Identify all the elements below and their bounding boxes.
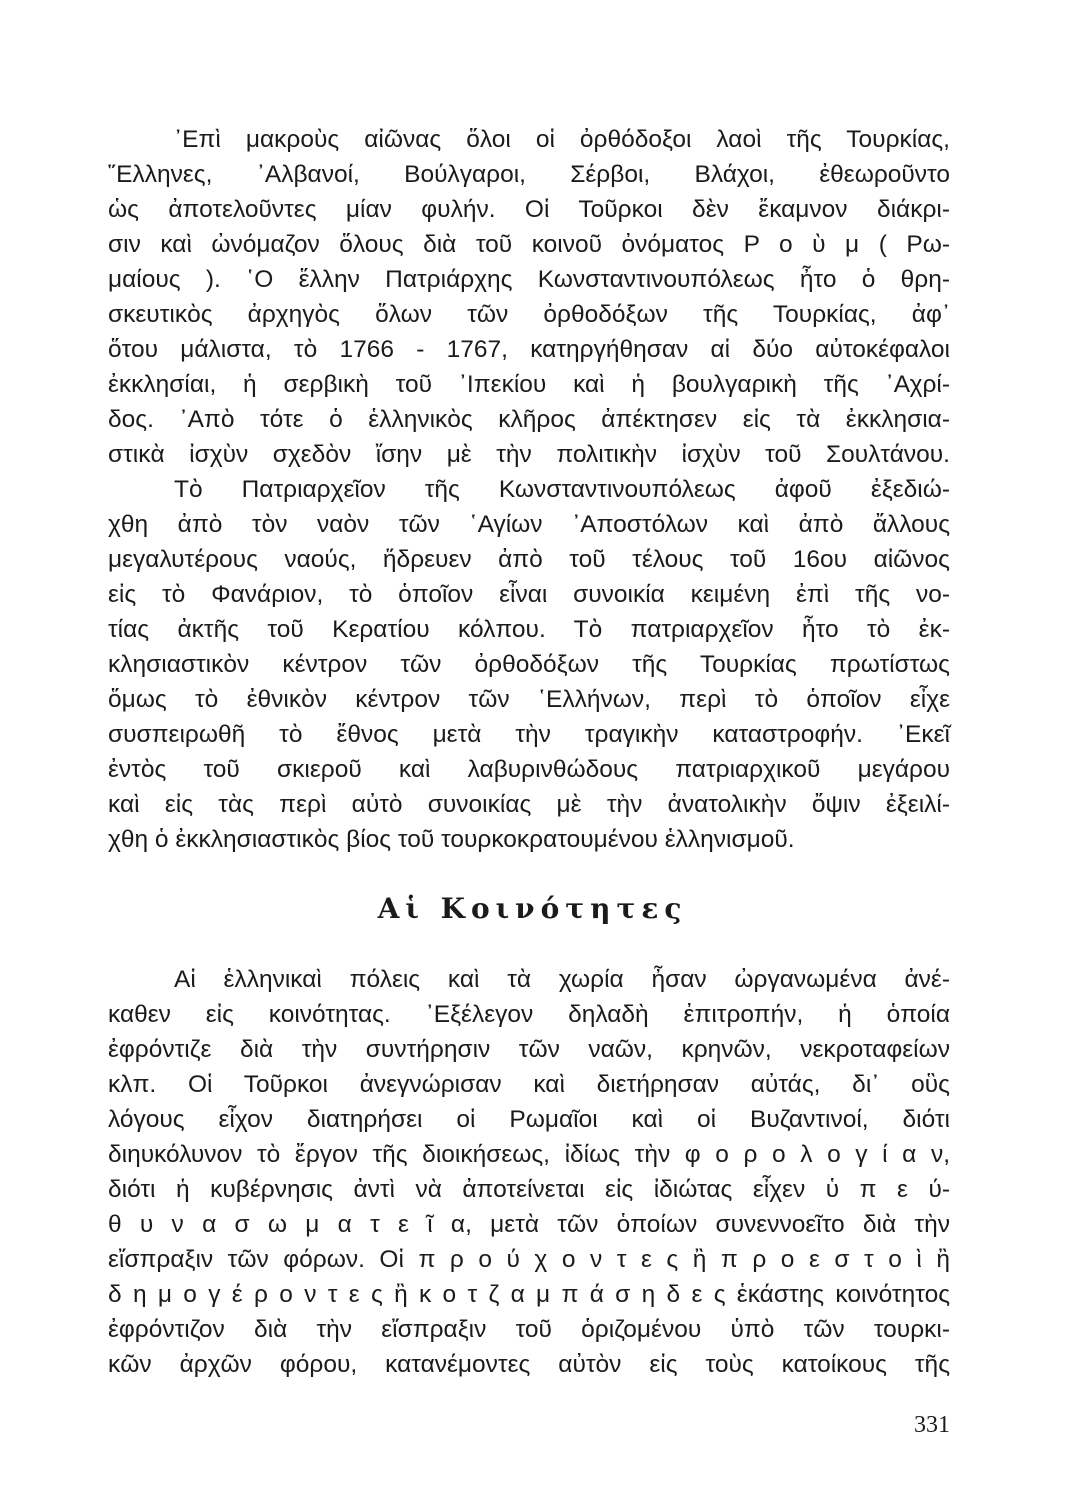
text-line: κλησιαστικὸν κέντρον τῶν ὀρθοδόξων τῆς Τουρκίας πρωτίστως	[108, 651, 950, 678]
text-line: κλπ. Οἱ Τοῦρκοι ἀνεγνώρισαν καὶ διετήρησαν αὐτάς, δι᾿ οὓς	[108, 1071, 950, 1098]
text-line: λόγους εἶχον διατηρήσει οἱ Ρωμαῖοι καὶ οἱ Βυζαντινοί, διότι	[108, 1106, 950, 1133]
text-line: ᾿Επὶ μακροὺς αἰῶνας ὅλοι οἱ ὀρθόδοξοι λαοὶ τῆς Τουρκίας,	[174, 126, 950, 153]
text-line: διότι ἡ κυβέρνησις ἀντὶ νὰ ἀποτείνεται εἰς ἰδιώτας εἶχεν ὑ π ε ύ-	[108, 1176, 950, 1203]
text-line: μαίους ). ῾Ο ἕλλην Πατριάρχης Κωνσταντινουπόλεως ἦτο ὁ θρη-	[108, 266, 950, 293]
text-line: χθη ἀπὸ τὸν ναὸν τῶν ῾Αγίων ᾿Αποστόλων καὶ ἀπὸ ἄλλους	[108, 511, 950, 538]
text-line: καὶ εἰς τὰς περὶ αὐτὸ συνοικίας μὲ τὴν ἀνατολικὴν ὄψιν ἐξειλί-	[108, 791, 950, 818]
section-heading: Αἱ Κοινότητες	[377, 892, 688, 925]
text-line: σκευτικὸς ἀρχηγὸς ὅλων τῶν ὀρθοδόξων τῆς Τουρκίας, ἀφ᾿	[108, 301, 950, 328]
text-line: κῶν ἀρχῶν φόρου, κατανέμοντες αὐτὸν εἰς τοὺς κατοίκους τῆς	[108, 1351, 950, 1378]
text-line: ἐφρόντιζε διὰ τὴν συντήρησιν τῶν ναῶν, κρηνῶν, νεκροταφείων	[108, 1036, 950, 1063]
text-line: εἰς τὸ Φανάριον, τὸ ὁποῖον εἶναι συνοικία κειμένη ἐπὶ τῆς νο-	[108, 581, 950, 608]
text-line: δος. ᾿Απὸ τότε ὁ ἑλληνικὸς κλῆρος ἀπέκτησεν εἰς τὰ ἐκκλησια-	[108, 406, 950, 433]
text-line: ὅμως τὸ ἐθνικὸν κέντρον τῶν ῾Ελλήνων, περὶ τὸ ὁποῖον εἶχε	[108, 686, 950, 713]
text-line: μεγαλυτέρους ναούς, ἥδρευεν ἀπὸ τοῦ τέλους τοῦ 16ου αἰῶνος	[108, 546, 950, 573]
text-line: ἐφρόντιζον διὰ τὴν εἴσπραξιν τοῦ ὁριζομένου ὑπὸ τῶν τουρκι-	[108, 1316, 950, 1343]
page-number: 331	[914, 1412, 950, 1438]
text-line: ῞Ελληνες, ᾿Αλβανοί, Βούλγαροι, Σέρβοι, Βλάχοι, ἐθεωροῦντο	[108, 161, 950, 188]
text-line: ἐκκλησίαι, ἡ σερβικὴ τοῦ ᾿Ιπεκίου καὶ ἡ βουλγαρικὴ τῆς ᾿Αχρί-	[108, 371, 950, 398]
text-line: χθη ὁ ἐκκλησιαστικὸς βίος τοῦ τουρκοκρατουμένου ἑλληνισμοῦ.	[108, 826, 795, 853]
text-line: συσπειρωθῆ τὸ ἔθνος μετὰ τὴν τραγικὴν καταστροφήν. ᾿Εκεῖ	[108, 721, 950, 748]
text-line: ὅτου μάλιστα, τὸ 1766 - 1767, κατηργήθησαν αἱ δύο αὐτοκέφαλοι	[108, 336, 950, 363]
text-line: στικὰ ἰσχὺν σχεδὸν ἴσην μὲ τὴν πολιτικὴν ἰσχὺν τοῦ Σουλτάνου.	[108, 441, 950, 468]
text-line: ὡς ἀποτελοῦντες μίαν φυλήν. Οἱ Τοῦρκοι δὲν ἔκαμνον διάκρι-	[108, 196, 950, 223]
text-line: δ η μ ο γ έ ρ ο ν τ ε ς ἢ κ ο τ ζ α μ π ά σ η δ ε ς ἑκάστης κοινότητος	[108, 1281, 950, 1308]
text-line: θ υ ν α σ ω μ α τ ε ῖ α, μετὰ τῶν ὁποίων συνεννοεῖτο διὰ τὴν	[108, 1211, 950, 1238]
text-line: σιν καὶ ὠνόμαζον ὅλους διὰ τοῦ κοινοῦ ὀνόματος Ρ ο ὺ μ ( Ρω-	[108, 231, 950, 258]
text-line: ἐντὸς τοῦ σκιεροῦ καὶ λαβυρινθώδους πατριαρχικοῦ μεγάρου	[108, 756, 950, 783]
text-line: τίας ἀκτῆς τοῦ Κερατίου κόλπου. Τὸ πατριαρχεῖον ἦτο τὸ ἐκ-	[108, 616, 950, 643]
text-line: καθεν εἰς κοινότητας. ᾿Εξέλεγον δηλαδὴ ἐπιτροπήν, ἡ ὁποία	[108, 1001, 950, 1028]
text-line: Αἱ ἑλληνικαὶ πόλεις καὶ τὰ χωρία ἦσαν ὠργανωμένα ἀνέ-	[174, 966, 950, 993]
text-line: Τὸ Πατριαρχεῖον τῆς Κωνσταντινουπόλεως ἀφοῦ ἐξεδιώ-	[174, 476, 950, 503]
text-line: διηυκόλυνον τὸ ἔργον τῆς διοικήσεως, ἰδίως τὴν φ ο ρ ο λ ο γ ί α ν,	[108, 1141, 950, 1168]
text-line: εἴσπραξιν τῶν φόρων. Οἱ π ρ ο ύ χ ο ν τ ε ς ἢ π ρ ο ε σ τ ο ὶ ἢ	[108, 1246, 950, 1273]
